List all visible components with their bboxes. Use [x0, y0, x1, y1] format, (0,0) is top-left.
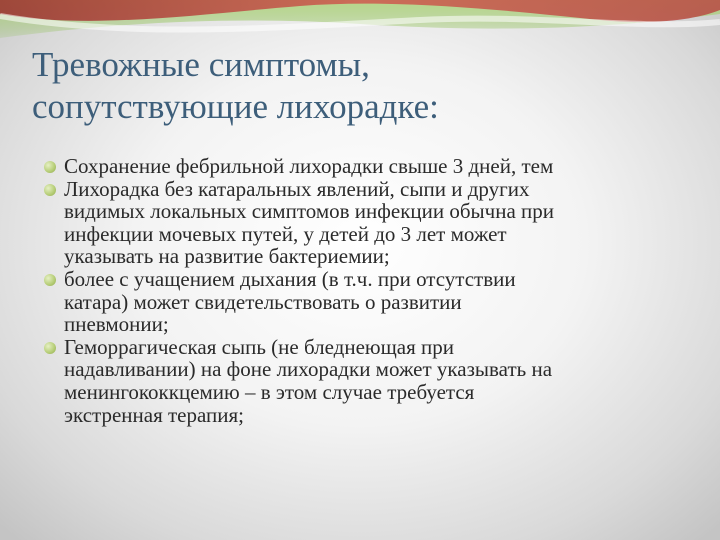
- bullet-text-line: указывать на развитие бактериемии;: [64, 244, 390, 269]
- slide-title: [32, 44, 692, 128]
- bullet-dot-icon: [44, 342, 56, 354]
- bullet-item: [44, 336, 704, 426]
- bullet-text-line: надавливании) на фоне лихорадки может указывать на: [64, 357, 553, 382]
- bullet-dot-icon: [44, 161, 56, 173]
- bullet-text-line: Геморрагическая сыпь (не бледнеющая при: [64, 334, 454, 359]
- bullet-dot-icon: [44, 184, 56, 196]
- title-line-2: сопутствующие лихорадке:: [32, 87, 439, 126]
- bullet-text-line: инфекции мочевых путей, у детей до 3 лет может: [64, 221, 507, 246]
- bullet-text-line: видимых локальных симптомов инфекции обычна при: [64, 199, 555, 224]
- bullet-item: [44, 268, 704, 336]
- title-line-1: Тревожные симптомы,: [32, 45, 370, 84]
- bullet-text-line: более с учащением дыхания (в т.ч. при отсутствии: [64, 266, 516, 291]
- bullet-list: [44, 155, 704, 426]
- bullet-text-line: Лихорадка без катаральных явлений, сыпи и других: [64, 176, 530, 201]
- bullet-item: [44, 178, 704, 268]
- bullet-dot-icon: [44, 274, 56, 286]
- bullet-text-line: экстренная терапия;: [64, 402, 244, 427]
- bullet-text-line: катара) может свидетельствовать о развитии: [64, 289, 462, 314]
- bullet-text-line: Сохранение фебрильной лихорадки свыше 3 дней, тем: [64, 154, 554, 178]
- bullet-text-line: менингококкцемию – в этом случае требуется: [64, 379, 475, 404]
- bullet-text-line: пневмонии;: [64, 312, 169, 337]
- bullet-item: [44, 155, 704, 178]
